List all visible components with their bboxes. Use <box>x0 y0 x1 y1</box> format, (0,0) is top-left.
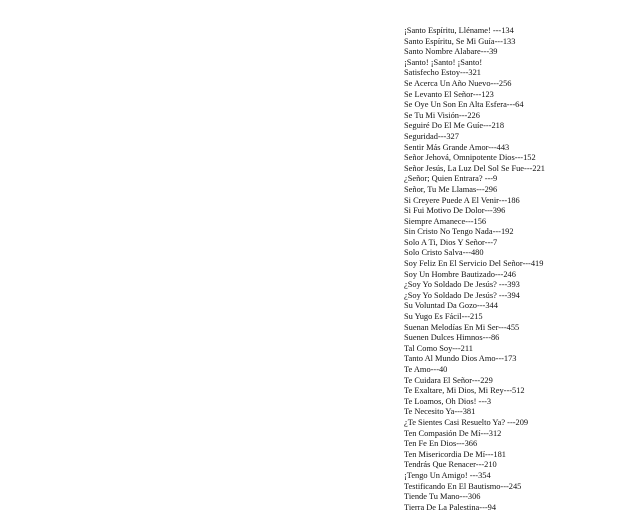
index-entry: Satisfecho Estoy---321 <box>404 68 481 78</box>
index-entry: Tanto Al Mundo Dios Amo---173 <box>404 354 517 364</box>
index-entry: Señor, Tu Me Llamas---296 <box>404 184 498 194</box>
index-entry: Tierra De La Palestina---94 <box>404 502 497 512</box>
index-entry: Señor Jehová, Omnipotente Dios---152 <box>404 153 536 163</box>
index-entry: Santo Nombre Alabare---39 <box>404 47 498 57</box>
index-entry: ¿Señor; Quien Entrara? ---9 <box>404 174 498 184</box>
index-entry: Suenen Dulces Himnos---86 <box>404 333 500 343</box>
index-entry: Tendrás Que Renacer---210 <box>404 460 497 470</box>
hymn-index-list <box>404 26 634 513</box>
index-entry: Si Fui Motivo De Dolor---396 <box>404 206 506 216</box>
index-entry: Sentir Más Grande Amor---443 <box>404 142 510 152</box>
index-entry: ¡Tengo Un Amigo! ---354 <box>404 470 491 480</box>
index-entry: Tiende Tu Mano---306 <box>404 492 481 502</box>
index-entry: Santo Espíritu, Se Mi Guía---133 <box>404 36 516 46</box>
index-entry: Sin Cristo No Tengo Nada---192 <box>404 227 514 237</box>
index-entry: Soy Feliz En El Servicio Del Señor---419 <box>404 259 544 269</box>
index-entry: Ten Misericordia De Mí---181 <box>404 449 506 459</box>
index-entry: Solo A Ti, Dios Y Señor---7 <box>404 237 498 247</box>
index-entry: ¡Santo Espíritu, Lléname! ---134 <box>404 26 514 35</box>
index-entry: ¡Santo! ¡Santo! ¡Santo! <box>404 57 483 67</box>
index-entry: Tal Como Soy---211 <box>404 343 473 353</box>
index-entry: Su Voluntad Da Gozo---344 <box>404 301 498 311</box>
index-entry: Testificando En El Bautismo---245 <box>404 481 522 491</box>
index-entry: Te Cuidara El Señor---229 <box>404 375 493 385</box>
index-entry: Seguiré Do El Me Guíe---218 <box>404 121 505 131</box>
index-entry: Ten Fe En Dios---366 <box>404 439 478 449</box>
index-entry: Te Loamos, Oh Dios! ---3 <box>404 396 492 406</box>
index-entry: ¿Soy Yo Soldado De Jesús? ---393 <box>404 280 520 290</box>
index-entry: Se Oye Un Son En Alta Esfera---64 <box>404 100 524 110</box>
index-entry: Suenan Melodías En Mi Ser---455 <box>404 322 520 332</box>
index-entry: ¿Soy Yo Soldado De Jesús? ---394 <box>404 290 520 300</box>
index-entry: Solo Cristo Salva---480 <box>404 248 484 258</box>
index-entry: Siempre Amanece---156 <box>404 216 487 226</box>
index-entry: Se Levanto El Señor---123 <box>404 89 494 99</box>
index-entry: Se Acerca Un Año Nuevo---256 <box>404 78 512 88</box>
index-entry: Te Amo---40 <box>404 365 448 374</box>
index-entry: Te Exaltare, Mi Dios, Mi Rey---512 <box>404 386 525 396</box>
index-entry: ¿Te Sientes Casi Resuelto Ya? ---209 <box>404 417 529 427</box>
index-entry: Te Necesito Ya---381 <box>404 407 476 417</box>
index-entry: Su Yugo Es Fácil---215 <box>404 312 483 322</box>
index-entry: Soy Un Hombre Bautizado---246 <box>404 269 516 279</box>
index-entry: Ten Compasión De Mí---312 <box>404 428 502 438</box>
index-entry: Si Creyere Puede A El Venir---186 <box>404 195 520 205</box>
index-entry: Seguridad---327 <box>404 131 459 141</box>
index-entry: Se Tu Mi Visión---226 <box>404 110 480 120</box>
index-entry: Señor Jesús, La Luz Del Sol Se Fue---221 <box>404 163 545 173</box>
